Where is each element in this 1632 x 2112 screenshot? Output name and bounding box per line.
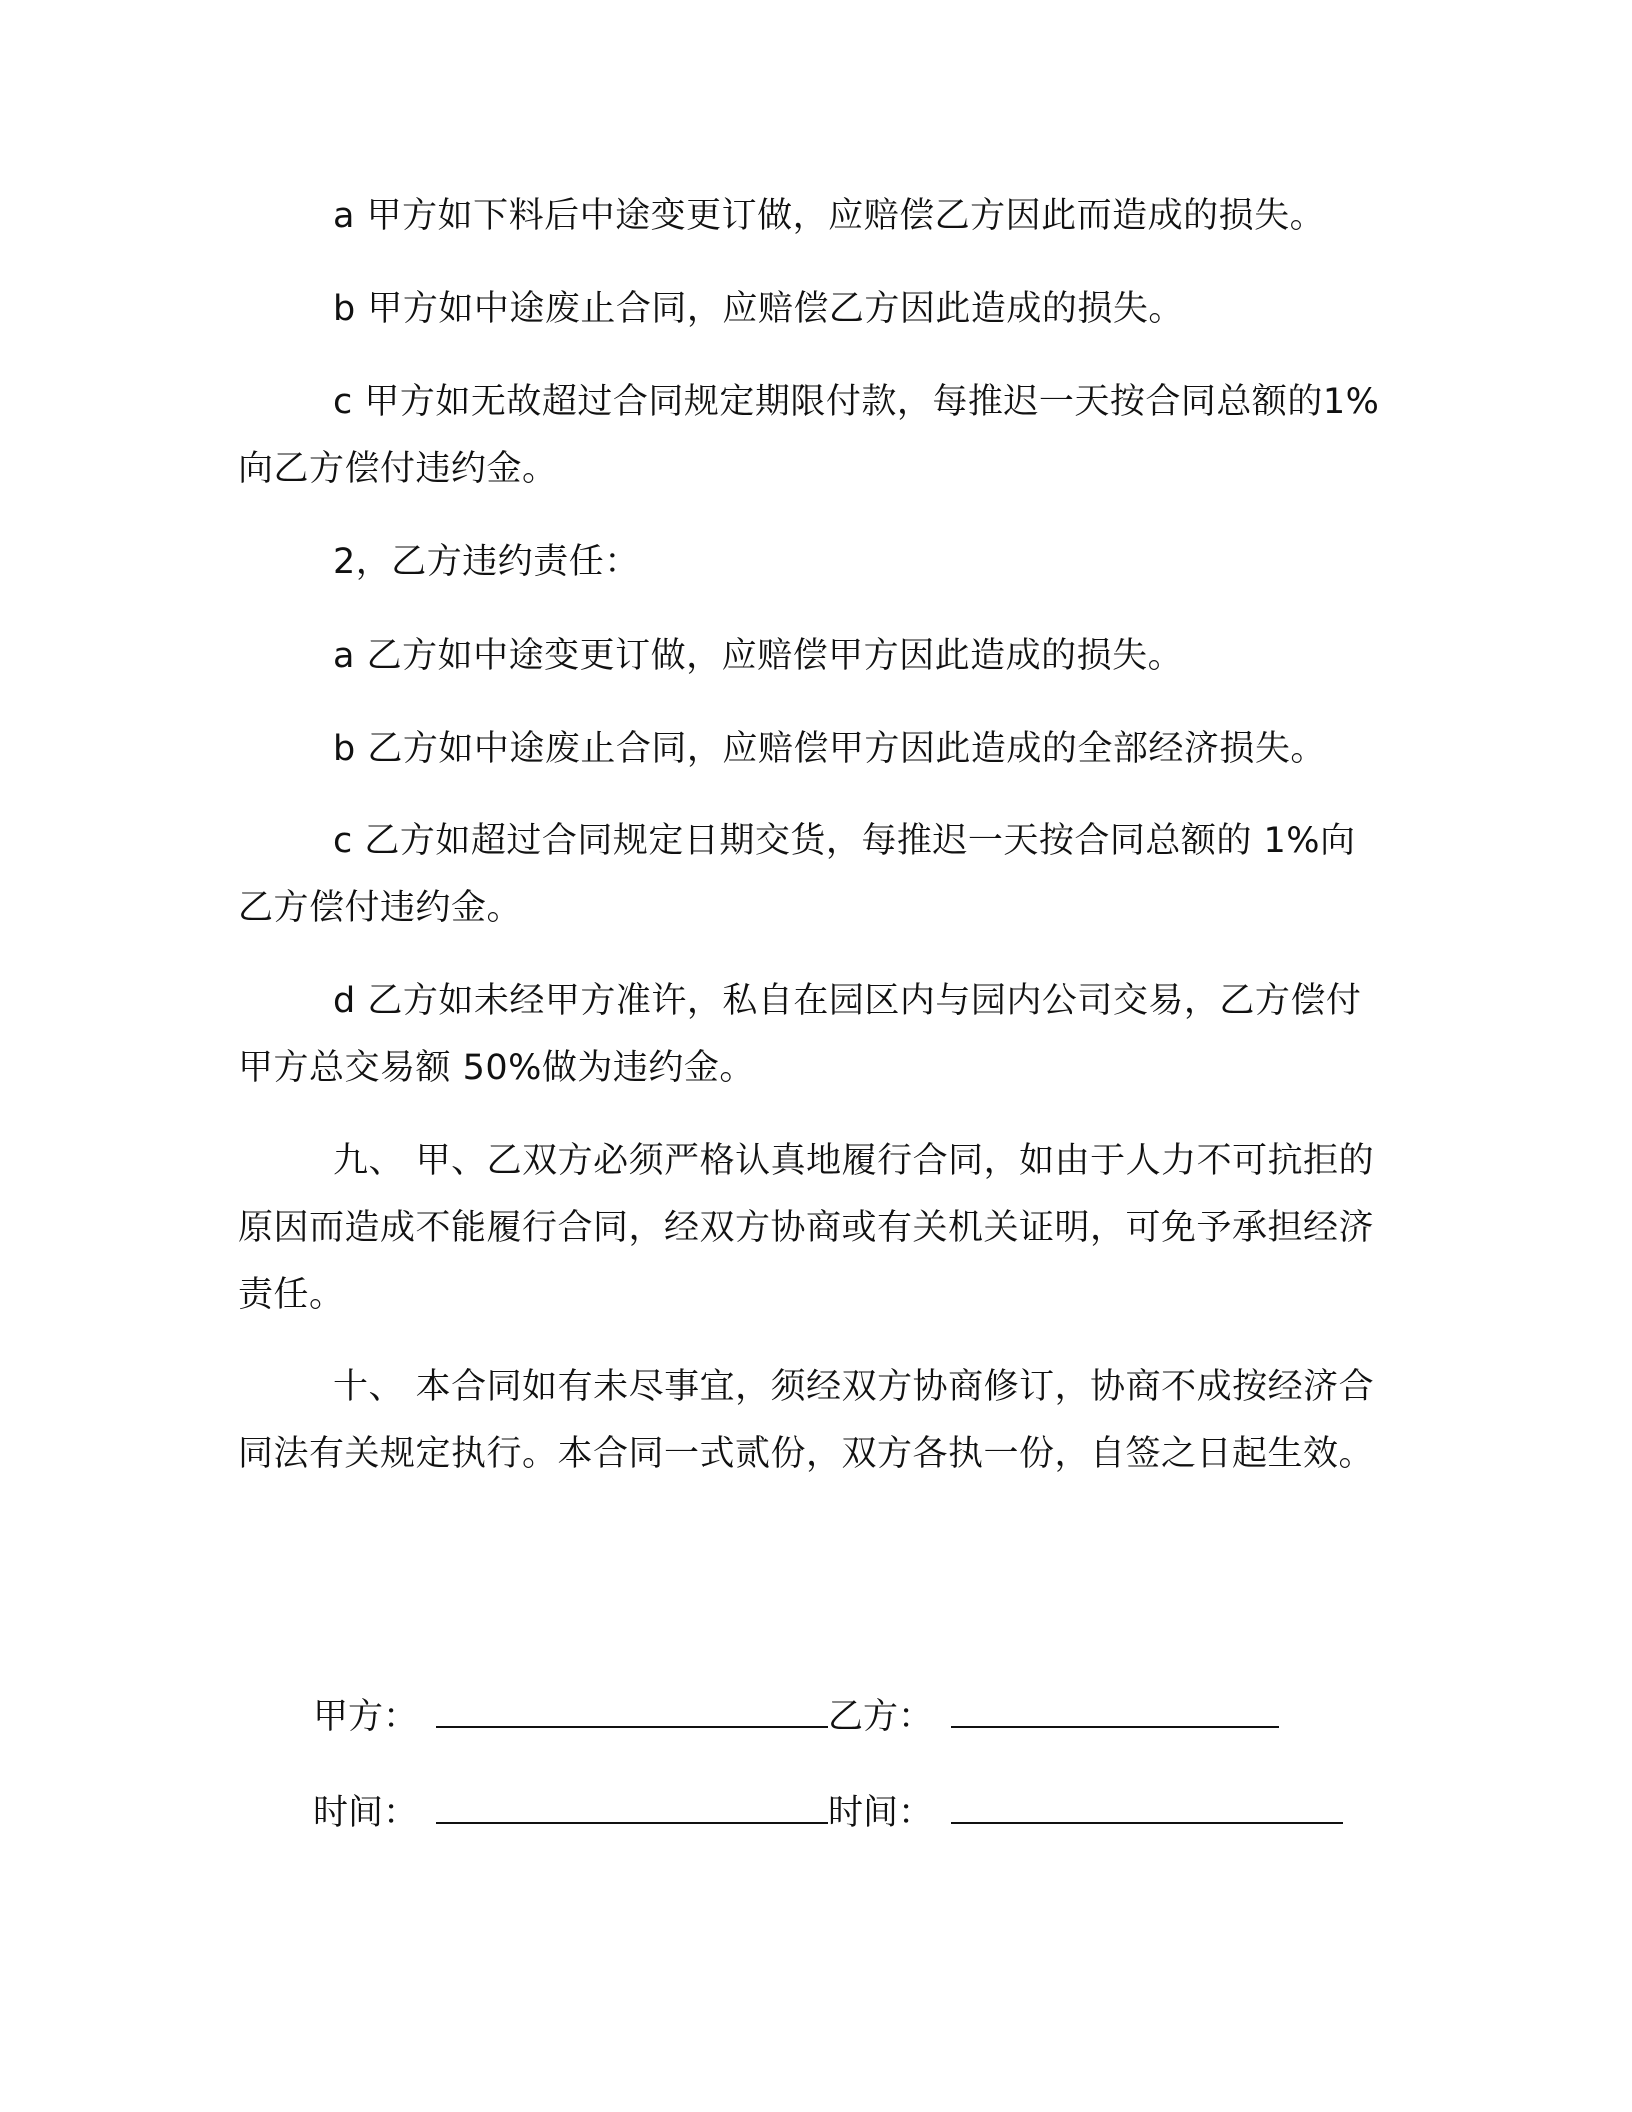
party-a-date: [313, 1778, 828, 1843]
signature-row-parties: [313, 1682, 1413, 1742]
clause-ten: [238, 1354, 1388, 1488]
clause-nine: [238, 1128, 1388, 1329]
clause-c-party-b: [238, 808, 1388, 942]
section-party-b-liability: [238, 529, 1388, 596]
party-b-signature-line[interactable]: [951, 1682, 1279, 1728]
paragraph-text: a 甲方如下料后中途变更订做，应赔偿乙方因此而造成的损失。: [333, 196, 1326, 236]
paragraph-text: b 乙方如中途废止合同，应赔偿甲方因此造成的全部经济损失。: [333, 729, 1326, 769]
paragraph-text: d 乙方如未经甲方准许，私自在园区内与园内公司交易，乙方偿付甲方总交易额 50%做为违约金。: [238, 981, 1362, 1088]
paragraph-text: 九、 甲、乙双方必须严格认真地履行合同，如由于人力不可抗拒的原因而造成不能履行合同，经双方协商或有关机关证明，可免予承担经济责任。: [238, 1141, 1375, 1315]
clause-b-party-a: [238, 276, 1388, 343]
signature-row-dates: [313, 1778, 1413, 1838]
party-a-signature: [313, 1682, 828, 1747]
party-b-date-line[interactable]: [951, 1778, 1343, 1824]
paragraph-text: c 甲方如无故超过合同规定期限付款，每推迟一天按合同总额的1%向乙方偿付违约金。: [238, 382, 1380, 489]
party-b-date: [828, 1778, 1343, 1843]
paragraph-text: 2，乙方违约责任：: [333, 542, 640, 582]
party-b-signature: [828, 1682, 1279, 1747]
clause-c-party-a: [238, 369, 1388, 503]
clause-d-party-b: [238, 968, 1388, 1102]
party-a-signature-line[interactable]: [436, 1682, 828, 1728]
paragraph-text: a 乙方如中途变更订做，应赔偿甲方因此造成的损失。: [333, 636, 1184, 676]
clause-a-party-a: [238, 183, 1388, 250]
party-a-date-line[interactable]: [436, 1778, 828, 1824]
paragraph-text: b 甲方如中途废止合同，应赔偿乙方因此造成的损失。: [333, 289, 1184, 329]
party-b-label: 乙方：: [828, 1697, 934, 1737]
clause-a-party-b: [238, 623, 1388, 690]
paragraph-text: 十、 本合同如有未尽事宜，须经双方协商修订，协商不成按经济合同法有关规定执行。本合同一式贰份，双方各执一份，自签之日起生效。: [238, 1367, 1375, 1474]
clause-b-party-b: [238, 716, 1388, 783]
time-a-label: 时间：: [313, 1793, 419, 1833]
time-b-label: 时间：: [828, 1793, 934, 1833]
party-a-label: 甲方：: [313, 1697, 419, 1737]
paragraph-text: c 乙方如超过合同规定日期交货，每推迟一天按合同总额的 1%向乙方偿付违约金。: [238, 821, 1356, 928]
